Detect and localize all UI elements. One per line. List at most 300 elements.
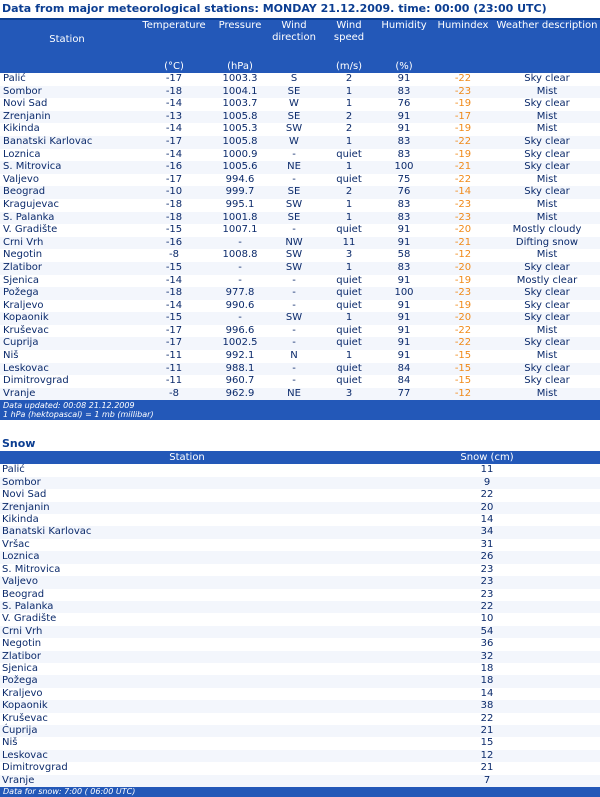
pressure-cell: - — [214, 262, 266, 275]
pressure-cell: 999.7 — [214, 186, 266, 199]
wind-direction-cell: NE — [266, 161, 322, 174]
temperature-cell: -11 — [165, 375, 183, 387]
station-cell: S. Mitrovica — [0, 161, 134, 174]
wind-speed-cell: 2 — [322, 111, 376, 124]
table-row — [0, 337, 600, 350]
station-cell: Novi Sad — [3, 98, 48, 110]
snow-depth-cell: 18 — [480, 662, 494, 674]
wind-direction-cell: - — [292, 299, 296, 311]
humindex-cell: -23 — [432, 212, 494, 225]
wind-direction-cell: SE — [266, 212, 322, 225]
snow-depth-cell: 20 — [374, 502, 600, 514]
table-row — [0, 388, 600, 401]
snow-station-cell: Sjenica — [2, 662, 39, 674]
table-row — [0, 98, 600, 111]
snow-depth-cell: 9 — [374, 477, 600, 489]
snow-station-cell: Novi Sad — [2, 489, 47, 501]
weather-description-cell: Sky clear — [494, 136, 600, 149]
wind-direction-cell: W — [266, 136, 322, 149]
snow-col-header-snow: Snow (cm) — [374, 451, 600, 464]
snow-depth-cell: 7 — [374, 775, 600, 787]
snow-depth-cell: 23 — [374, 576, 600, 588]
humidity-cell: 76 — [376, 186, 432, 199]
wind-speed-cell: 1 — [322, 161, 376, 174]
table-row — [0, 539, 600, 551]
wind-speed-cell: 1 — [322, 212, 376, 225]
weather-description-cell: Mist — [536, 324, 558, 336]
wind-speed-cell: quiet — [336, 274, 362, 286]
weather-description-cell: Sky clear — [494, 337, 600, 350]
unit-conversion-note: 1 hPa (hektopascal) = 1 mb (millibar) — [3, 410, 154, 420]
station-cell: Banatski Karlovac — [0, 136, 134, 149]
table-row — [0, 86, 600, 99]
humidity-cell: 76 — [397, 98, 411, 110]
humindex-cell: -22 — [454, 173, 472, 185]
station-cell: Leskovac — [0, 363, 134, 376]
wind-speed-cell: quiet — [322, 363, 376, 376]
snow-footer: Data for snow: 7:00 ( 06:00 UTC) — [0, 787, 600, 797]
humindex-cell: -21 — [432, 237, 494, 250]
snow-depth-cell: 10 — [480, 613, 494, 625]
table-row — [0, 775, 600, 787]
table-row — [0, 675, 600, 687]
humindex-cell: -22 — [454, 73, 472, 84]
table-row — [0, 111, 600, 124]
pressure-cell: 1000.9 — [222, 148, 258, 160]
humindex-cell: -20 — [432, 262, 494, 275]
wind-direction-cell: - — [266, 363, 322, 376]
wind-direction-cell: - — [292, 148, 296, 160]
weather-description-cell: Sky clear — [494, 312, 600, 325]
snow-station-cell: Zrenjanin — [0, 502, 374, 514]
table-row — [0, 502, 600, 514]
table-row — [0, 73, 600, 86]
wind-speed-cell: 1 — [322, 86, 376, 99]
unit-description — [494, 60, 600, 73]
humindex-cell: -15 — [454, 375, 472, 387]
temperature-cell: -8 — [134, 388, 214, 401]
temperature-cell: -17 — [165, 324, 183, 336]
humidity-cell: 58 — [397, 249, 411, 261]
snow-depth-cell: 22 — [480, 489, 494, 501]
unit-wind-direction — [266, 60, 322, 73]
snow-section-title: Snow — [2, 437, 36, 451]
temperature-cell: -13 — [134, 111, 214, 124]
temperature-cell: -11 — [134, 363, 214, 376]
temperature-cell: -18 — [134, 86, 214, 99]
data-updated-note: Data updated: 00:08 21.12.2009 — [3, 401, 135, 411]
table-row — [0, 199, 600, 212]
humidity-cell: 83 — [376, 262, 432, 275]
table-row — [0, 477, 600, 489]
col-header-humidity: Humidity — [376, 20, 432, 60]
station-cell: Kopaonik — [0, 312, 134, 325]
humidity-cell: 91 — [376, 237, 432, 250]
snow-station-cell: Požega — [0, 675, 374, 687]
snow-depth-cell: 32 — [374, 651, 600, 663]
weather-description-cell: Sky clear — [524, 98, 570, 110]
humindex-cell: -23 — [432, 86, 494, 99]
humidity-cell: 83 — [376, 136, 432, 149]
wind-direction-cell: SW — [266, 312, 322, 325]
snow-table-body — [0, 464, 600, 787]
wind-speed-cell: 2 — [345, 73, 353, 84]
table-row — [0, 750, 600, 762]
table-row — [0, 287, 600, 300]
table-row — [0, 564, 600, 576]
snow-station-cell: Negotin — [2, 638, 42, 650]
humidity-cell: 91 — [376, 312, 432, 325]
station-cell: Požega — [0, 287, 134, 300]
snow-station-cell: Palić — [2, 464, 25, 476]
humindex-cell: -19 — [454, 148, 472, 160]
wind-speed-cell: 11 — [322, 237, 376, 250]
wind-direction-cell: S — [290, 73, 298, 84]
wind-speed-cell: quiet — [336, 324, 362, 336]
table-row — [0, 626, 600, 638]
wind-speed-cell: quiet — [336, 224, 362, 236]
wind-speed-cell: quiet — [336, 375, 362, 387]
temperature-cell: -17 — [165, 173, 183, 185]
snow-depth-cell: 14 — [480, 514, 494, 526]
snow-depth-cell: 22 — [480, 712, 494, 724]
humindex-cell: -19 — [454, 123, 472, 135]
snow-station-cell: Dimitrovgrad — [2, 762, 68, 774]
weather-description-cell: Sky clear — [524, 375, 570, 387]
wind-speed-cell: 1 — [345, 350, 353, 362]
weather-description-cell: Mist — [536, 350, 558, 362]
wind-direction-cell: - — [292, 324, 296, 336]
table-row — [0, 325, 600, 338]
table-row — [0, 212, 600, 225]
weather-description-cell: Mostly clear — [516, 274, 578, 286]
temperature-cell: -14 — [165, 123, 183, 135]
wind-direction-cell: - — [292, 375, 296, 387]
table-row — [0, 224, 600, 237]
snow-depth-cell: 22 — [374, 601, 600, 613]
station-cell: Niš — [3, 350, 19, 362]
station-cell: Vranje — [0, 388, 134, 401]
col-header-weather-description: Weather description — [494, 20, 600, 60]
humidity-cell: 91 — [397, 274, 411, 286]
table-row — [0, 737, 600, 749]
table-row — [0, 589, 600, 601]
page-title: Data from major meteorological stations: MONDAY 21.12.2009. time: 00:00 (23:00 UTC) — [2, 2, 547, 15]
unit-temperature: (°C) — [134, 60, 214, 73]
snow-station-cell: Loznica — [0, 551, 374, 563]
weather-description-cell: Sky clear — [524, 148, 570, 160]
temperature-cell: -18 — [165, 198, 183, 210]
station-cell: Dimitrovgrad — [3, 375, 69, 387]
table-row — [0, 762, 600, 774]
table-row — [0, 249, 600, 262]
pressure-cell: 977.8 — [214, 287, 266, 300]
pressure-cell: 988.1 — [214, 363, 266, 376]
humindex-cell: -19 — [454, 274, 472, 286]
pressure-cell: 1004.1 — [214, 86, 266, 99]
station-cell: Kikinda — [3, 123, 40, 135]
station-cell: Sjenica — [3, 274, 40, 286]
snow-station-cell: Leskovac — [0, 750, 374, 762]
station-cell: V. Gradište — [3, 224, 58, 236]
wind-speed-cell: quiet — [336, 173, 362, 185]
table-row — [0, 363, 600, 376]
unit-humindex — [432, 60, 494, 73]
wind-speed-cell: 1 — [322, 312, 376, 325]
pressure-cell: 1007.1 — [222, 224, 258, 236]
snow-depth-cell: 38 — [374, 700, 600, 712]
snow-station-cell: Crni Vrh — [0, 626, 374, 638]
col-header-station: Station — [0, 20, 134, 60]
snow-station-cell: Niš — [2, 737, 18, 749]
table-row — [0, 350, 600, 363]
humindex-cell: -15 — [454, 350, 472, 362]
col-header-pressure: Pressure — [214, 20, 266, 60]
weather-description-cell: Mist — [536, 123, 558, 135]
humidity-cell: 83 — [397, 198, 411, 210]
humindex-cell: -15 — [432, 363, 494, 376]
wind-speed-cell: quiet — [336, 148, 362, 160]
pressure-cell: 1005.6 — [214, 161, 266, 174]
wind-speed-cell: 3 — [345, 249, 353, 261]
snow-station-cell: Kraljevo — [2, 687, 43, 699]
station-cell: Kragujevac — [3, 198, 59, 210]
col-header-humindex: Humindex — [432, 20, 494, 60]
snow-depth-cell: 26 — [374, 551, 600, 563]
snow-station-cell: Ćuprija — [0, 725, 374, 737]
temperature-cell: -14 — [165, 299, 183, 311]
table-row — [0, 514, 600, 526]
humindex-cell: -21 — [432, 161, 494, 174]
snow-depth-cell: 23 — [480, 563, 494, 575]
table-row — [0, 638, 600, 650]
wind-direction-cell: SE — [266, 111, 322, 124]
weather-description-cell: Mist — [494, 111, 600, 124]
wind-direction-cell: SW — [266, 262, 322, 275]
snow-depth-cell: 21 — [374, 725, 600, 737]
humindex-cell: -23 — [454, 198, 472, 210]
pressure-cell: 1002.5 — [214, 337, 266, 350]
station-cell: Loznica — [3, 148, 41, 160]
temperature-cell: -15 — [134, 262, 214, 275]
weather-description-cell: Difting snow — [494, 237, 600, 250]
unit-pressure: (hPa) — [214, 60, 266, 73]
snow-depth-cell: 23 — [480, 588, 494, 600]
table-row — [0, 700, 600, 712]
snow-station-cell: V. Gradište — [2, 613, 57, 625]
weather-description-cell: Mist — [536, 198, 558, 210]
weather-description-cell: Mist — [536, 249, 558, 261]
wind-direction-cell: SE — [266, 86, 322, 99]
snow-depth-cell: 31 — [480, 538, 494, 550]
humidity-cell: 91 — [397, 350, 411, 362]
humidity-cell: 83 — [397, 148, 411, 160]
wind-direction-cell: W — [289, 98, 299, 110]
station-cell: Ćuprija — [0, 337, 134, 350]
pressure-cell: 962.9 — [214, 388, 266, 401]
table-row — [0, 551, 600, 563]
humindex-cell: -19 — [454, 98, 472, 110]
humidity-cell: 84 — [376, 363, 432, 376]
table-row — [0, 651, 600, 663]
weather-description-cell: Sky clear — [524, 73, 570, 84]
wind-direction-cell: N — [290, 350, 298, 362]
snow-depth-cell: 34 — [374, 526, 600, 538]
temperature-cell: -14 — [165, 148, 183, 160]
weather-description-cell: Mist — [494, 212, 600, 225]
humidity-cell: 83 — [376, 212, 432, 225]
snow-depth-cell: 18 — [374, 675, 600, 687]
unit-wind-speed: (m/s) — [322, 60, 376, 73]
wind-speed-cell: 3 — [322, 388, 376, 401]
humindex-cell: -19 — [454, 299, 472, 311]
station-cell: S. Palanka — [0, 212, 134, 225]
pressure-cell: 1008.8 — [222, 249, 258, 261]
snow-station-cell: Kopaonik — [0, 700, 374, 712]
snow-station-cell: Valjevo — [0, 576, 374, 588]
snow-depth-cell: 11 — [480, 464, 494, 476]
snow-station-cell: Vranje — [0, 775, 374, 787]
unit-humidity: (%) — [376, 60, 432, 73]
weather-description-cell: Mist — [536, 173, 558, 185]
pressure-cell: 1005.3 — [222, 123, 258, 135]
humindex-cell: -20 — [432, 312, 494, 325]
snow-station-cell: Sombor — [0, 477, 374, 489]
snow-depth-cell: 36 — [480, 638, 494, 650]
pressure-cell: 995.1 — [225, 198, 255, 210]
pressure-cell: 1005.8 — [214, 111, 266, 124]
table-row — [0, 312, 600, 325]
humidity-cell: 91 — [397, 324, 411, 336]
weather-description-cell: Sky clear — [494, 363, 600, 376]
table-row — [0, 601, 600, 613]
table-row — [0, 186, 600, 199]
wind-direction-cell: - — [292, 274, 296, 286]
wind-direction-cell: - — [292, 173, 296, 185]
pressure-cell: - — [238, 274, 242, 286]
snow-col-header-station: Station — [0, 451, 374, 464]
pressure-cell: 1005.8 — [214, 136, 266, 149]
weather-description-cell: Sky clear — [494, 287, 600, 300]
humidity-cell: 91 — [376, 111, 432, 124]
wind-direction-cell: SW — [285, 249, 303, 261]
table-row — [0, 464, 600, 476]
table-row — [0, 725, 600, 737]
humindex-cell: -22 — [432, 337, 494, 350]
wind-direction-cell: NE — [266, 388, 322, 401]
temperature-cell: -17 — [165, 73, 183, 84]
wind-speed-cell: 2 — [345, 123, 353, 135]
humidity-cell: 77 — [376, 388, 432, 401]
weather-table-body — [0, 73, 600, 400]
snow-station-cell: S. Palanka — [0, 601, 374, 613]
humidity-cell: 91 — [397, 224, 411, 236]
humindex-cell: -17 — [432, 111, 494, 124]
table-row — [0, 275, 600, 288]
station-cell: Zlatibor — [0, 262, 134, 275]
humidity-cell: 83 — [376, 86, 432, 99]
wind-direction-cell: - — [266, 337, 322, 350]
table-row — [0, 237, 600, 250]
col-header-temperature: Temperature — [134, 20, 214, 60]
weather-description-cell: Mist — [494, 86, 600, 99]
temperature-cell: -11 — [165, 350, 183, 362]
station-cell: Sombor — [0, 86, 134, 99]
temperature-cell: -17 — [134, 136, 214, 149]
pressure-cell: 1003.3 — [222, 73, 258, 84]
station-cell: Kraljevo — [3, 299, 44, 311]
humidity-cell: 91 — [397, 123, 411, 135]
humidity-cell: 84 — [397, 375, 411, 387]
weather-description-cell: Mist — [494, 388, 600, 401]
humindex-cell: -22 — [454, 324, 472, 336]
humidity-cell: 100 — [376, 161, 432, 174]
station-cell: Kruševac — [3, 324, 49, 336]
table-row — [0, 576, 600, 588]
station-cell: Zrenjanin — [0, 111, 134, 124]
humindex-cell: -23 — [432, 287, 494, 300]
humindex-cell: -22 — [432, 136, 494, 149]
snow-station-cell: Banatski Karlovac — [0, 526, 374, 538]
weather-description-cell: Sky clear — [524, 299, 570, 311]
pressure-cell: 994.6 — [225, 173, 255, 185]
weather-description-cell: Mostly cloudy — [512, 224, 582, 236]
humidity-cell: 91 — [376, 337, 432, 350]
wind-speed-cell: quiet — [322, 337, 376, 350]
table-row — [0, 688, 600, 700]
temperature-cell: -15 — [134, 312, 214, 325]
humindex-cell: -14 — [432, 186, 494, 199]
humidity-cell: 91 — [397, 73, 411, 84]
temperature-cell: -10 — [134, 186, 214, 199]
col-header-wind-direction: Wind direction — [266, 20, 322, 60]
wind-direction-cell: NW — [266, 237, 322, 250]
table-row — [0, 149, 600, 162]
humidity-cell: 91 — [397, 299, 411, 311]
table-row — [0, 489, 600, 501]
table-row — [0, 136, 600, 149]
wind-direction-cell: SE — [266, 186, 322, 199]
unit-station — [0, 60, 134, 73]
pressure-cell: 1001.8 — [214, 212, 266, 225]
station-cell: Negotin — [3, 249, 43, 261]
wind-speed-cell: 1 — [322, 136, 376, 149]
snow-table — [0, 451, 600, 787]
table-row — [0, 262, 600, 275]
snow-station-cell: Vršac — [2, 538, 30, 550]
station-cell: Valjevo — [3, 173, 39, 185]
table-row — [0, 174, 600, 187]
humindex-cell: -12 — [454, 249, 472, 261]
temperature-cell: -18 — [134, 287, 214, 300]
snow-station-cell: Beograd — [2, 588, 45, 600]
pressure-cell: 996.6 — [225, 324, 255, 336]
humindex-cell: -20 — [454, 224, 472, 236]
humidity-cell: 75 — [397, 173, 411, 185]
table-row — [0, 526, 600, 538]
wind-speed-cell: 1 — [345, 98, 353, 110]
temperature-cell: -17 — [134, 337, 214, 350]
snow-station-cell: Kikinda — [2, 514, 39, 526]
temperature-cell: -16 — [134, 161, 214, 174]
station-cell: Palić — [3, 73, 26, 84]
wind-speed-cell: 1 — [322, 262, 376, 275]
table-row — [0, 613, 600, 625]
humidity-cell: 100 — [376, 287, 432, 300]
wind-direction-cell: SW — [285, 198, 303, 210]
table-row — [0, 161, 600, 174]
table-row — [0, 663, 600, 675]
